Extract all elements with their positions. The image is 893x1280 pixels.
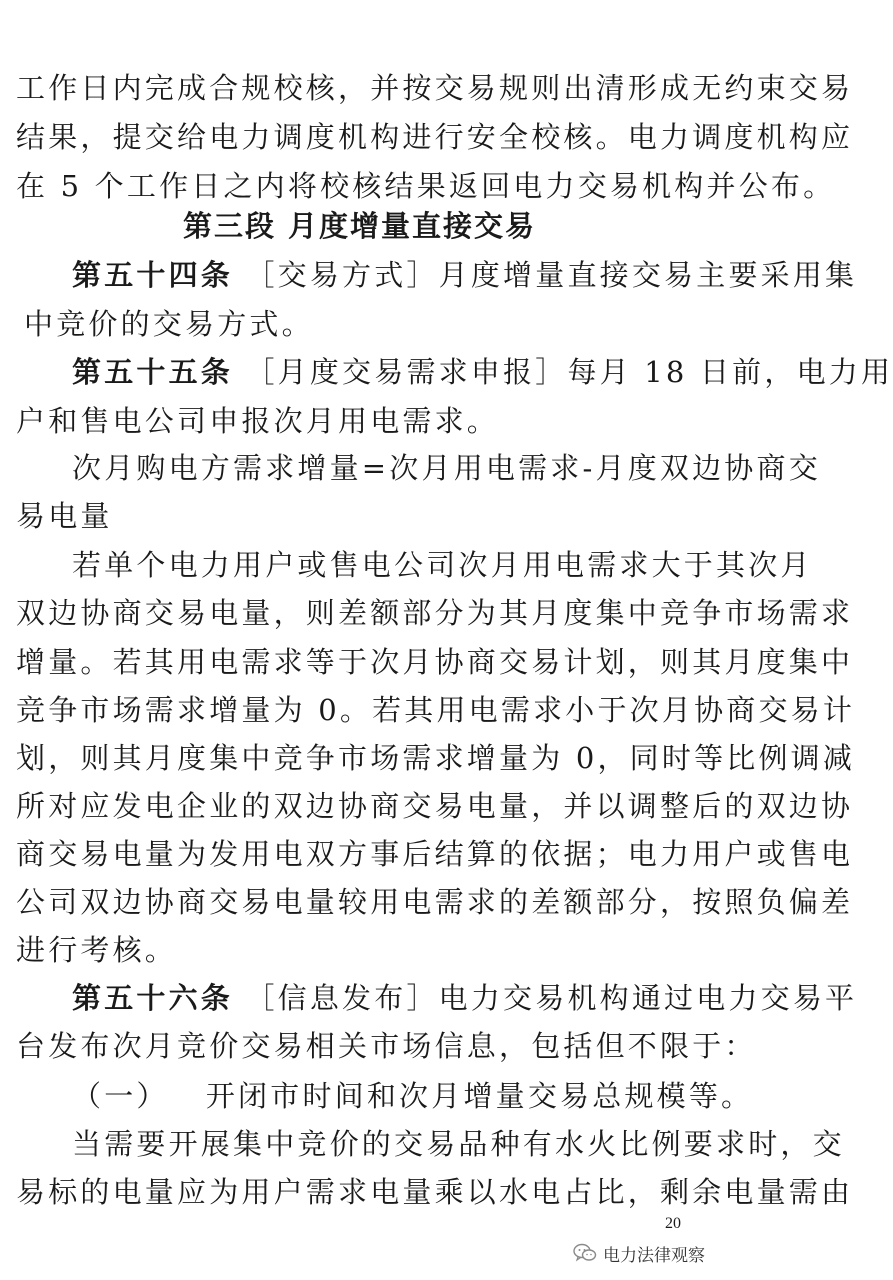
article-56-line-2: 台发布次月竞价交易相关市场信息，包括但不限于： (16, 1029, 757, 1063)
text-line-3: 在 5 个工作日之内将校核结果返回电力交易机构并公布。 (16, 169, 836, 203)
page-number: 20 (665, 1215, 681, 1232)
article-55-label: 第五十五条 (72, 355, 234, 389)
paragraph-line-2: 双边协商交易电量，则差额部分为其月度集中竞争市场需求 (16, 596, 854, 630)
paragraph-line-8: 公司双边协商交易电量较用电需求的差额部分，按照负偏差 (16, 885, 854, 919)
text-line-2: 结果，提交给电力调度机构进行安全校核。电力调度机构应 (16, 120, 854, 154)
formula-line-2: 易电量 (16, 499, 113, 533)
paragraph-line-1: 若单个电力用户或售电公司次月用电需求大于其次月 (72, 548, 813, 582)
article-54-line-2: 中竞价的交易方式。 (24, 307, 314, 341)
watermark (573, 1240, 705, 1266)
paragraph-line-7: 商交易电量为发用电双方事后结算的依据；电力用户或售电 (16, 837, 854, 871)
list-item-1: （一） 开闭市时间和次月增量交易总规模等。 (72, 1079, 754, 1113)
article-54-label: 第五十四条 (72, 258, 234, 292)
article-55-line-2: 户和售电公司申报次月用电需求。 (16, 404, 500, 438)
paragraph-line-9: 进行考核。 (16, 933, 178, 967)
wechat-icon (573, 1243, 597, 1263)
closing-line-2: 易标的电量应为用户需求电量乘以水电占比，剩余电量需由 (16, 1175, 854, 1209)
paragraph-line-3: 增量。若其用电需求等于次月协商交易计划，则其月度集中 (16, 645, 854, 679)
watermark-text: 电力法律观察 (603, 1245, 705, 1266)
formula-line-1: 次月购电方需求增量=次月用电需求-月度双边协商交 (72, 451, 821, 485)
article-56-line-1 (72, 978, 857, 1018)
article-54-text: ［交易方式］月度增量直接交易主要采用集 (245, 258, 858, 292)
paragraph-line-5: 划，则其月度集中竞争市场需求增量为 0，同时等比例调减 (16, 741, 856, 775)
paragraph-line-4: 竞争市场需求增量为 0。若其用电需求小于次月协商交易计 (16, 693, 856, 727)
text-line-1: 工作日内完成合规校核，并按交易规则出清形成无约束交易 (16, 71, 854, 105)
closing-line-1: 当需要开展集中竞价的交易品种有水火比例要求时，交 (72, 1127, 845, 1161)
section-title: 第三段 月度增量直接交易 (182, 209, 537, 243)
article-55-text: ［月度交易需求申报］每月 18 日前，电力用 (245, 355, 893, 389)
paragraph-line-6: 所对应发电企业的双边协商交易电量，并以调整后的双边协 (16, 789, 854, 823)
article-54-line-1 (72, 255, 857, 295)
article-56-label: 第五十六条 (72, 981, 234, 1015)
article-56-text: ［信息发布］电力交易机构通过电力交易平 (245, 981, 858, 1015)
article-55-line-1 (72, 352, 893, 392)
